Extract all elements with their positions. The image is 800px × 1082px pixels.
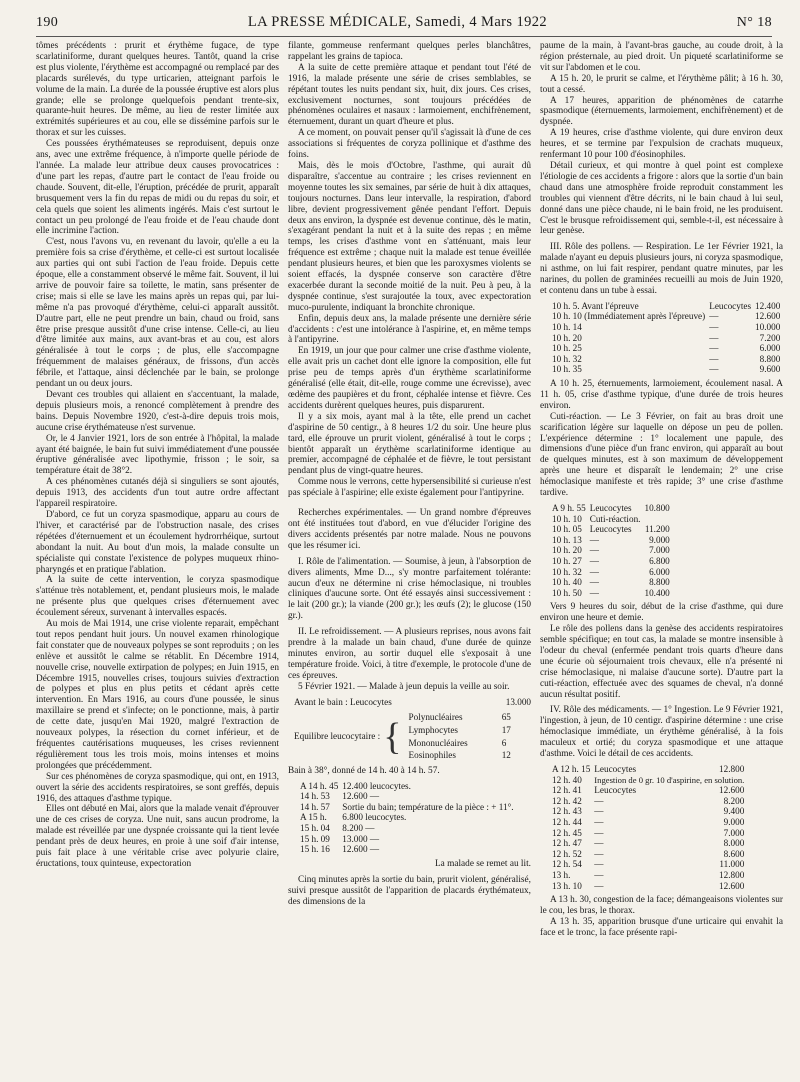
- paragraph: Sur ces phénomènes de coryza spasmodique, qui ont, en 1913, ouvert la série des accidents respiratoires, se sont greffés, depuis 1916, des attaques d'asthme typique.: [36, 771, 279, 804]
- table-row: 13 h. 10 — 12.600: [552, 880, 745, 891]
- paragraph: A 15 h. 20, le prurit se calme, et l'érythème pâlit; à 16 h. 30, tout a cessé.: [540, 73, 783, 95]
- table-row: 12 h. 47 — 8.000: [552, 838, 745, 849]
- paragraph: Mais, dès le mois d'Octobre, l'asthme, qui aurait dû disparaître, s'accentue au contraire ; les crises reviennent en moyenne toutes les six semaines, par série de huit à dix attaques, toujours nocturnes. Dans leur intervalle, la respiration, d'abord libre, devient progressivement gênée pendant l'effort. Depuis deux ans environ, la dyspnée est devenue continue, dès le matin, s'exagérant pendant la nuit et à la suite des repas ; en même temps, les crises d'asthme vont en s'atténuant, mais leur fréquence est extrême ; chaque nuit la malade est tenue éveillée pendant plusieurs heures, et bien que les paroxysmes violents se soient effacés, la dyspnée conserve son caractère d'être exacerbée durant la seconde moitié de la nuit. Peu à peu, à la dyspnée continue, s'est surajoutée la toux, avec expectoration muco-purulente, indiquant la bronchite chronique.: [288, 160, 531, 313]
- page-header: [36, 14, 772, 34]
- paragraph: Or, le 4 Janvier 1921, lors de son entrée à l'hôpital, la malade ayant été baignée, le bain fut suivi immédiatement d'une poussée éruptive généralisée avec lipothymie, frisson ; le soir, sa température était de 38°2.: [36, 433, 279, 477]
- table-row: 10 h. 05 Leucocytes 11.200: [552, 524, 670, 535]
- table-row: 15 h. 16 12.600 —: [300, 844, 380, 855]
- pollen-respiration-table: [550, 301, 782, 375]
- paragraph: IV. Rôle des médicaments. — 1° Ingestion. Le 9 Février 1921, l'ingestion, à jeun, de 10 centigr. d'aspirine détermine : une crise hémoclasique immédiate, un érythème généralisé, à la fois maculeux et ortié; du coryza spasmodique et une attaque d'asthme. Voici le détail de ces accidents.: [540, 705, 783, 760]
- paragraph: III. Rôle des pollens. — Respiration. Le 1er Février 1921, la malade n'ayant eu depuis plusieurs jours, ni coryza spasmodique, ni asthme, on lui fait respirer, pendant quatre minutes, par les narines, du pollen de graminées recueilli au mois de Juin 1920, et contenu dans un tube à essai.: [540, 242, 783, 296]
- table-row: 12 h. 44 — 9.000: [552, 816, 745, 827]
- table-row: 14 h. 53 12.600 —: [300, 791, 380, 802]
- column-2: [288, 41, 531, 1075]
- paragraph: Détail curieux, et qui montre à quel point est complexe l'étiologie de ces accidents a frigore : alors que la sortie d'un bain chaud dans une atmosphère froide reproduit constamment les troubles qui viennent d'être décrits, ni le bain chaud à lui seul, donné dans une pièce chaude, ni le bain froid, ne les produisent. C'est le brusque refroidissement qui, semble-t-il, est nécessaire à leur genèse.: [540, 160, 783, 237]
- table-row: 12 h. 54 — 11.000: [552, 859, 745, 870]
- leucocyte-label: Avant le bain : Leucocytes: [294, 696, 392, 707]
- cuti-reaction-table: [550, 503, 672, 598]
- table-row: 10 h. 27 — 6.800: [552, 555, 670, 566]
- table-row: 15 h. 09 13.000 —: [300, 833, 380, 844]
- table-row: 10 h. 5. Avant l'épreuve Leucocytes 12.400: [552, 300, 781, 311]
- bath-note: Bain à 38°, donné de 14 h. 40 à 14 h. 57.: [288, 765, 440, 776]
- journal-title: LA PRESSE MÉDICALE, Samedi, 4 Mars 1922: [247, 14, 548, 30]
- equilibrium-label: Equilibre leucocytaire :: [294, 731, 381, 742]
- table-row: Lymphocytes 17: [408, 724, 511, 735]
- table-row: A 14 h. 45 12.400 leucocytes.: [300, 780, 411, 791]
- leucocyte-value: 13.000: [505, 696, 531, 707]
- table-row: A 15 h. 6.800 leucocytes.: [300, 812, 407, 823]
- paragraph: A 19 heures, crise d'asthme violente, qui dure environ deux heures, et se termine par l'expulsion de crachats muqueux, renfermant 10 pour 100 d'éosinophiles.: [540, 128, 783, 161]
- paragraph: A 13 h. 35, apparition brusque d'une urticaire qui envahit la face et le tronc, la face présente rapi-: [540, 916, 783, 938]
- table-row: 12 h. 43 — 9.400: [552, 806, 745, 817]
- paragraph: A la suite de cette intervention, le coryza spasmodique s'atténue très notablement, et, pendant plusieurs mois, le malade ne présente plus que quelques crises d'éternuement avec écoulement séreux, survenant à intervalles espacés.: [36, 575, 279, 619]
- table-row: 10 h. 32 — 6.000: [552, 566, 670, 577]
- table-row: 10 h. 10 Cuti-réaction.: [552, 513, 641, 524]
- paragraph: Enfin, depuis deux ans, la malade présente une dernière série d'accidents : c'est une intolérance à l'aspirine, et, en même temps à l'antipyrine.: [288, 313, 531, 346]
- paragraph: Cinq minutes après la sortie du bain, prurit violent, généralisé, suivi presque aussitôt de l'apparition de placards érythémateux, des dimensions de la: [288, 874, 531, 907]
- cooling-test-table: [298, 781, 516, 855]
- table-row: 12 h. 52 — 8.600: [552, 848, 745, 859]
- table-row: 10 h. 25 — 6.000: [552, 343, 781, 354]
- paragraph: A 10 h. 25, éternuements, larmoiement, écoulement nasal. A 11 h. 05, crise d'asthme typique, d'une durée de trois heures environ.: [540, 379, 783, 411]
- column-1: [36, 41, 279, 1075]
- paragraph: Au mois de Mai 1914, une crise violente reparait, empêchant tout repos pendant huit jours. Un nouvel examen rhinologique fait constater que de nouveaux polypes se sont reproduits ; on les enlève et aussitôt le calme se rétablit. En Décembre 1914, nouvelle crise, nouvelle extirpation de polypes; en Juin 1915, en Décembre 1915, nouvelles crises, toujours suivies d'extraction de polypes et plus en plus petits et cédant après cette intervention. En Mars 1916, au cours d'une poussée, le sinus maxillaire se prend et s'infecte; on le ponctionne, mais, à partir de cette date, jusqu'en Mai 1920, malgré l'extraction de nouveaux polypes, la résection du cornet inférieur, et de fréquentes cautérisations muqueuses, les crises reviennent régulièrement tous les trois mois, moins intenses et moins prolongées que précédemment.: [36, 619, 279, 771]
- leucocyte-count-before: [294, 697, 531, 708]
- table-row: 12 h. 40 Ingestion de 0 gr. 10 d'aspirine, en solution.: [552, 774, 745, 785]
- paragraph: Vers 9 heures du soir, début de la crise d'asthme, qui dure environ une heure et demie.: [540, 602, 783, 624]
- page-number: 190: [36, 15, 59, 30]
- paragraph: Elles ont débuté en Mai, alors que la malade venait d'éprouver une de ces crises de coryza. Une nuit, sans aucun prodrome, la malade est réveillée par une dyspnée croissante qui la tient levée pendant près de deux heures, en proie à une soif d'air intense, puis fait place à une véritable crise avec polyurie claire, éructations, toux quinteuse, expectoration: [36, 804, 279, 869]
- paragraph: II. Le refroidissement. — A plusieurs reprises, nous avons fait prendre à la malade un bain chaud, d'une durée de quinze minutes environ, au sortir duquel elle s'exposait à une température froide. Voici, à titre d'exemple, le protocole d'une de ces épreuves.: [288, 627, 531, 681]
- brace-glyph: {: [383, 715, 402, 758]
- note: La malade se remet au lit.: [434, 858, 531, 869]
- paragraph: paume de la main, à l'avant-bras gauche, au coude droit, à la région présternale, au pied droit. Un piqueté scarlatiniforme se vit sur l'abdomen et le cou.: [540, 41, 783, 73]
- header-rule: [36, 36, 772, 37]
- paragraph: tômes précédents : prurit et érythème fugace, de type scarlatiniforme, durant quelques heures. Tantôt, quand la crise est plus violente, l'érythème est accompagné ou remplacé par des placards surélevés, du type urticarien, atteignant parfois le volume de la main. La durée de la poussée éruptive est alors plus grande; elle se prolonge quelquefois pendant trente-six, quarante-huit heures. De même, au lieu de rester limitée aux extrémités supérieures et au cou, elle se dissémine parfois sur le thorax et sur les cuisses.: [36, 41, 279, 139]
- paragraph: Le rôle des pollens dans la genèse des accidents respiratoires semble spécifique; en tout cas, la malade se montre insensible à l'odeur du cheval (enfermée pendant trois quarts d'heure dans une écurie où séjournaient trois chevaux, elle n'a présenté ni crise hémoclasique, ni malaise d'aucune sorte). D'autre part la cuti-réaction, effectuée avec des squames de cheval, n'a donné aucun résultat positif.: [540, 624, 783, 700]
- paragraph: 5 Février 1921. — Malade à jeun depuis la veille au soir.: [298, 681, 510, 692]
- leucocyte-equilibrium: [294, 710, 531, 762]
- section-heading-paragraph: Recherches expérimentales. — Un grand nombre d'épreuves ont été instituées tout d'abord, en vue d'élucider l'origine des divers accidents présentés par notre malade. Nous ne pouvons que les résumer ici.: [288, 508, 531, 551]
- paragraph: A 13 h. 30, congestion de la face; démangeaisons violentes sur le cou, les bras, le thorax.: [540, 895, 783, 917]
- paragraph: D'abord, ce fut un coryza spasmodique, apparu au cours de l'hiver, et caractérisé par de l'obstruction nasale, des crises répétées d'éternuement et un écoulement hydrorrhéique, surtout abondant la nuit. Au bout d'un mois, la malade consulte un spécialiste qui constate l'existence de polypes muqueux rhino-pharyngés et en pratique l'ablation.: [36, 509, 279, 575]
- paragraph: filante, gommeuse renfermant quelques perles blanchâtres, rappelant les grains de tapioca.: [288, 41, 531, 62]
- paragraph: A ces phénomènes cutanés déjà si singuliers se sont ajoutés, depuis 1913, des accidents d'un tout autre ordre affectant l'appareil respiratoire.: [36, 477, 279, 510]
- table-row: 10 h. 35 — 9.600: [552, 364, 781, 375]
- paragraph: I. Rôle de l'alimentation. — Soumise, à jeun, à l'absorption de divers aliments, Mme D..., s'y montre parfaitement tolérante: aucun d'eux ne détermine ni crise hémoclasique, ni troubles cliniques d'aucune sorte. Ont été essayés ainsi successivement : le lait (200 gr.); la viande (200 gr.); les œufs (2); le glucose (150 gr.).: [288, 556, 531, 622]
- table-row: 10 h. 10 (Immédiatement après l'épreuve) — 12.600: [552, 311, 781, 322]
- paragraph: Il y a six mois, ayant mal à la tête, elle prend un cachet d'aspirine de 50 centigr., à 8 heures 1/2 du soir. Une heure plus tard, elle éprouve un prurit violent, généralisé à tout le corps ; bientôt apparaît un érythème scarlatiniforme identique au premier, accompagné de céphalée et de fièvre, le tout persistant pendant plus de vingt-quatre heures.: [288, 411, 531, 477]
- table-row: 10 h. 40 — 8.800: [552, 577, 670, 588]
- paragraph: A la suite de cette première attaque et pendant tout l'été de 1916, la malade présente une série de crises semblables, se répétant toutes les nuits pendant six, huit, dix jours. Ces crises, exclusivement nocturnes, sont toujours précédées de phénomènes oculaires et nasaux : larmoiement, enchifrènement, éternuement, durant un quart d'heure et plus.: [288, 62, 531, 128]
- issue-number: N° 18: [736, 15, 772, 30]
- paragraph: Devant ces troubles qui allaient en s'accentuant, la malade, depuis plusieurs mois, a renoncé complètement à prendre des bains. Depuis Novembre 1920, c'est-à-dire depuis trois mois, aucune crise érythémateuse n'est survenue.: [36, 390, 279, 433]
- paragraph: Cuti-réaction. — Le 3 Février, on fait au bras droit une scarification légère sur laquelle on dépose un peu de pollen. L'expérience détermine : 1° localement une papule, des dimensions d'une pièce d'un franc environ, qui apparaît au bout de quelques minutes, est à son maximum de développement après une heure et disparaît le lendemain; 2° une crise hémoclasique manifeste et très rapide; 3° une crise d'asthme tardive.: [540, 411, 783, 499]
- table-row: 12 h. 42 — 8.200: [552, 795, 745, 806]
- paragraph: A 17 heures, apparition de phénomènes de catarrhe spasmodique (éternuements, larmoiement, enchifrènement) et de dyspnée.: [540, 95, 783, 128]
- paragraph: A ce moment, on pouvait penser qu'il s'agissait là d'une de ces associations si fréquentes de coryza pollinique et d'asthme des foins.: [288, 128, 531, 161]
- table-row: A 9 h. 55 Leucocytes 10.800: [552, 502, 670, 513]
- table-row: 10 h. 20 — 7.200: [552, 332, 781, 343]
- table-row: Polynucléaires 65: [408, 712, 511, 723]
- table-row: 13 h. — 12.800: [552, 869, 745, 880]
- column-3: [540, 41, 783, 1075]
- table-row: 12 h. 41 Leucocytes 12.600: [552, 785, 745, 796]
- table-row: 10 h. 14 — 10.000: [552, 322, 781, 333]
- table-row: 10 h. 13 — 9.000: [552, 534, 670, 545]
- table-row: A 12 h. 15 Leucocytes 12.800: [552, 764, 745, 774]
- table-row: Mononucléaires 6: [408, 737, 507, 748]
- table-row: 14 h. 57 Sortie du bain; température de la pièce : + 11°.: [300, 801, 514, 812]
- table-row: 10 h. 50 — 10.400: [552, 587, 670, 598]
- paragraph: C'est, nous l'avons vu, en revenant du lavoir, qu'elle a eu la première fois sa crise d'érythème, et celle-ci est surtout localisée aux parties qui ont subi l'action de l'eau froide. Depuis cette époque, elle a constamment observé le même fait. Souvent, il lui arrive de pouvoir faire sa toilette, le matin, sans présenter de crise; mais si elle se lave les mains après un repas qui, par lui-même n'a pas provoqué d'érythème, celui-ci apparaît aussitôt. D'autre part, elle ne peut prendre un bain, chaud ou froid, sans être prise presque aussitôt d'une crise intense. Celle-ci, au lieu d'être limitée aux mains, aux avant-bras et au cou, est alors généralisée à tout le corps ; de plus, elle s'accompagne fréquemment de malaises généraux, de frissons, d'un accès fébrile, et l'attaque, ainsi déclenchée par le bain, se prolonge pendant un ou deux jours.: [36, 237, 279, 390]
- table-row: 12 h. 45 — 7.000: [552, 827, 745, 838]
- paragraph: Ces poussées érythémateuses se reproduisent, depuis onze ans, avec une extrême fréquence, à n'importe quelle période de l'année. La malade leur attribue deux causes provocatrices : d'une part les repas, d'autre part le contact de l'eau froide ou chaude. Souvent, dit-elle, l'éruption, précédée de prurit, apparaît brusquement vers la fin du repas de midi ou du repas du soir, et cela quels que soient les aliments ingérés. Mais c'est surtout le contact un peu prolongé de l'eau froide et de l'eau chaude dont elle incrimine l'action.: [36, 139, 279, 237]
- table-row: 10 h. 32 — 8.800: [552, 353, 781, 364]
- paragraph: Comme nous le verrons, cette hypersensibilité si curieuse n'est pas spéciale à l'aspirine; elle existe également pour l'antipyrine.: [288, 477, 531, 499]
- table-row: 10 h. 20 — 7.000: [552, 545, 670, 556]
- table-row: Eosinophiles 12: [408, 750, 511, 761]
- aspirin-ingestion-table: [550, 764, 746, 891]
- paragraph: En 1919, un jour que pour calmer une crise d'asthme violente, elle avait pris un cachet dont elle ignore la composition, elle fut prise peu de temps après d'un érythème scarlatiniforme généralisé (elle était, dit-elle, rouge comme une écrevisse), avec œdème des paupières et du front, céphalée intense et fièvre. Ces accidents durèrent quelques heures, puis disparurent.: [288, 346, 531, 411]
- equilibrium-table: [404, 710, 514, 762]
- table-row: 15 h. 04 8.200 —: [300, 823, 375, 834]
